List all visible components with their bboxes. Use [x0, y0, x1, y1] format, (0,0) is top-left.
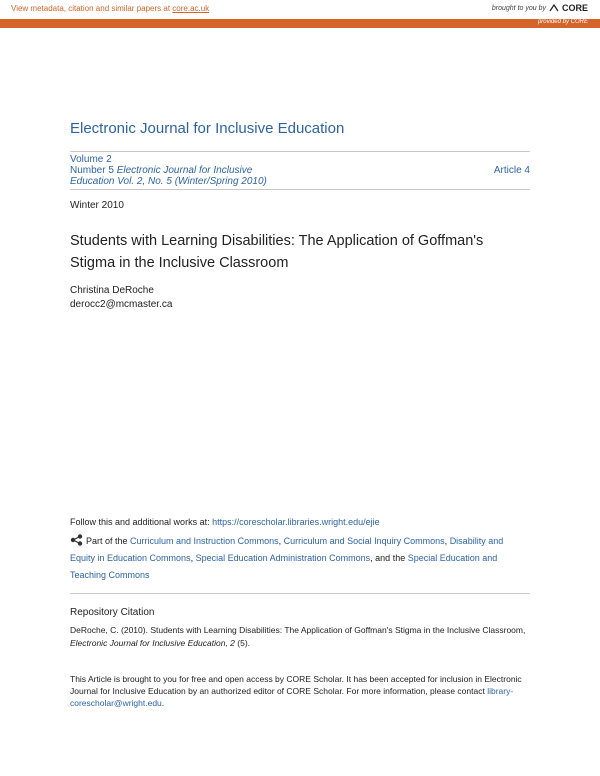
follow-text: Follow this and additional works at: [70, 517, 213, 527]
core-banner [0, 0, 600, 20]
commons-link-special-ed-teaching[interactable]: Special Education and Teaching Commons [70, 553, 498, 580]
notice-text: This Article is brought to you for free and open access by CORE Scholar. It has been accepted for inclusion in Electronic Journal for Inclusive Education by an authorized editor of CORE Scholar. For more information, please contact [70, 674, 522, 696]
repository-citation [70, 624, 530, 650]
core-metadata-label: View metadata, citation and similar papers at [11, 4, 173, 13]
author-email: derocc2@mcmaster.ca [70, 299, 173, 310]
core-metadata-text [11, 4, 209, 13]
commons-link-curriculum-instruction[interactable]: Curriculum and Instruction Commons [130, 536, 279, 546]
contact-email-link[interactable]: library-corescholar@wright.edu [70, 686, 514, 708]
notice-end: . [161, 698, 165, 708]
divider-top [70, 151, 530, 152]
follow-link[interactable]: https://corescholar.libraries.wright.edu/ejie [212, 517, 380, 527]
brought-to-you-label: brought to you by [491, 4, 546, 12]
separator: , [190, 553, 196, 563]
core-logo-icon [549, 3, 559, 13]
journal-title[interactable]: Electronic Journal for Inclusive Education [70, 120, 345, 137]
issue-link-2[interactable]: Education Vol. 2, No. 5 (Winter/Spring 2010) [70, 176, 267, 187]
author-name: Christina DeRoche [70, 285, 154, 296]
core-link[interactable]: core.ac.uk [172, 4, 210, 13]
brought-to-you [492, 3, 588, 13]
volume-line[interactable]: Volume 2 [70, 154, 112, 165]
title-line-2: Stigma in the Inclusive Classroom [70, 255, 289, 271]
separator: , and the [370, 553, 408, 563]
part-of-prefix: Part of the [86, 536, 131, 546]
title-line-1: Students with Learning Disabilities: The Application of Goffman's [70, 233, 484, 249]
publication-date: Winter 2010 [70, 200, 124, 211]
citation-end: (5). [234, 638, 251, 648]
provided-by-bar [0, 19, 600, 28]
separator: , [444, 536, 450, 546]
commons-link-disability-equity[interactable]: Disability and Equity in Education Commons [70, 536, 504, 563]
divider-repository [70, 593, 530, 594]
citation-text: DeRoche, C. (2010). Students with Learning Disabilities: The Application of Goffman's Stigma in the Inclusive Classroom, [70, 625, 526, 635]
follow-line [70, 517, 380, 527]
commons-link-social-inquiry[interactable]: Curriculum and Social Inquiry Commons [283, 536, 445, 546]
divider-bottom [70, 189, 530, 190]
author-block [70, 284, 172, 312]
repository-heading: Repository Citation [70, 607, 155, 618]
number-label[interactable]: Number 5 [70, 165, 117, 176]
volume-info [70, 154, 267, 187]
network-icon [70, 534, 83, 546]
issue-link-1[interactable]: Electronic Journal for Inclusive [116, 165, 253, 176]
commons-link-special-ed-admin[interactable]: Special Education Administration Commons [195, 553, 371, 563]
article-title [70, 230, 530, 274]
provided-by-text: provided by CORE [537, 19, 588, 25]
access-notice [70, 673, 530, 709]
article-number[interactable]: Article 4 [493, 165, 530, 176]
citation-journal: Electronic Journal for Inclusive Education, 2 [70, 638, 235, 648]
core-logo[interactable]: CORE [561, 3, 588, 13]
part-of-block [70, 533, 530, 584]
separator: , [278, 536, 284, 546]
